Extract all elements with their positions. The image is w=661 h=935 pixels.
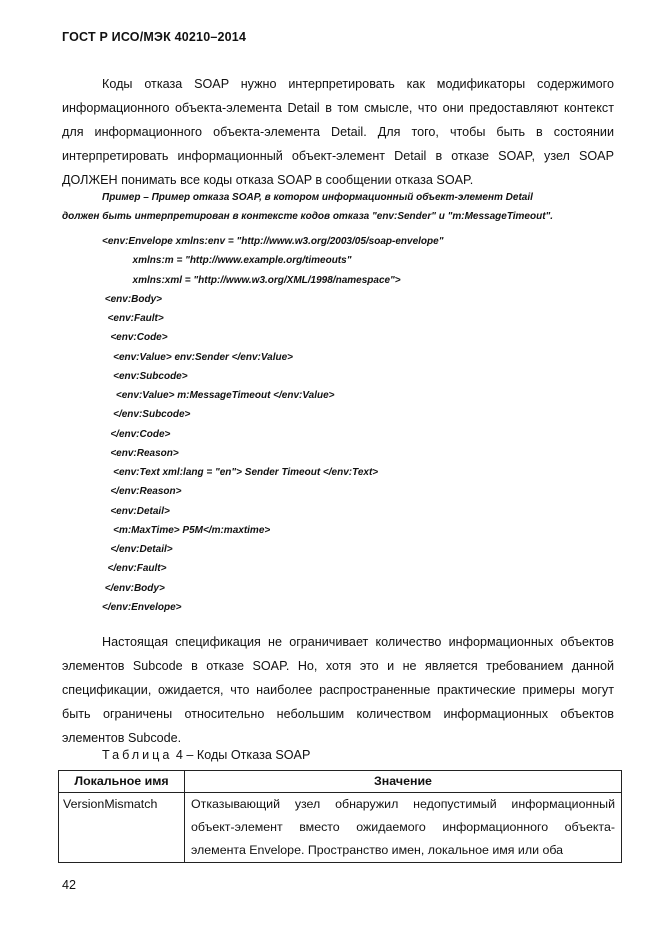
code-line: <env:Reason>: [102, 447, 179, 459]
soap-fault-codes-table: [58, 770, 622, 863]
code-line: <env:Value> m:MessageTimeout </env:Value>: [102, 390, 335, 401]
code-line: </env:Code>: [102, 428, 171, 440]
code-line: <env:Value> env:Sender </env:Value>: [102, 351, 294, 363]
code-line: </env:Reason>: [102, 486, 182, 498]
code-line: </env:Subcode>: [102, 409, 191, 421]
code-line: <env:Code>: [102, 332, 168, 344]
code-line: <env:Envelope xmlns:env = "http://www.w3.org/2003/05/soap-envelope": [102, 236, 444, 247]
table-row: [59, 793, 622, 863]
code-line: <env:Subcode>: [102, 370, 188, 382]
table-caption: [102, 748, 310, 762]
code-line: xmlns:m = "http://www.example.org/timeouts": [102, 255, 352, 267]
cell-local-name: VersionMismatch: [59, 793, 185, 863]
xml-code-listing: [102, 232, 654, 617]
code-line: <env:Body>: [102, 293, 163, 305]
paragraph-text: Коды отказа SOAP нужно интерпретировать как модификаторы содержимого информационного объекта-элемента Detail в том смысле, что они предоставляют контекст для информационного объекта-элемента Detail. Для того, чтобы быть в состоянии интерпретировать информационный объект-элемент Detail в отказе SOAP, узел SOAP ДОЛЖЕН понимать все коды отказа SOAP в сообщении отказа SOAP.: [62, 77, 614, 187]
code-line: </env:Body>: [102, 582, 165, 594]
code-line: <env:Text xml:lang = "en"> Sender Timeout </env:Text>: [102, 467, 379, 478]
code-line: xmlns:xml = "http://www.w3.org/XML/1998/namespace">: [102, 274, 401, 286]
code-line: </env:Detail>: [102, 544, 173, 555]
code-line: </env:Envelope>: [102, 601, 182, 613]
paragraph-text: Настоящая спецификация не ограничивает количество информационных объектов элементов Subcode в отказе SOAP. Но, хотя это и не является требованием данной спецификации, ожидается, что наиболее распространенные практические примеры могут быть ограничены относительно небольшим количеством информационных объектов элементов Subcode.: [62, 635, 614, 745]
table-caption-text: 4 – Коды Отказа SOAP: [172, 748, 311, 762]
document-header: ГОСТ Р ИСО/МЭК 40210–2014: [62, 30, 247, 44]
code-line: <m:MaxTime> P5M</m:maxtime>: [102, 524, 271, 536]
code-line: <env:Detail>: [102, 505, 170, 517]
example-block: [62, 188, 614, 226]
example-title-line: Пример – Пример отказа SOAP, в котором информационный объект-элемент Detail: [102, 192, 533, 203]
table-header-row: [59, 771, 622, 793]
paragraph-fault-codes: [62, 72, 614, 192]
code-line: <env:Fault>: [102, 313, 164, 324]
code-line: </env:Fault>: [102, 563, 167, 575]
paragraph-subcode: [62, 630, 614, 750]
example-title-line: должен быть интерпретирован в контексте кодов отказа "env:Sender" и "m:MessageTimeout".: [62, 211, 554, 223]
column-header-local-name: Локальное имя: [59, 771, 185, 793]
column-header-value: Значение: [185, 771, 622, 793]
page-number: 42: [62, 878, 77, 892]
cell-value: Отказывающий узел обнаружил недопустимый информационный объект-элемент вместо ожидаемого информационного объекта-элемента Envelope. Пространство имен, локальное имя или оба: [185, 793, 622, 863]
table-caption-label: Таблица: [102, 748, 173, 762]
